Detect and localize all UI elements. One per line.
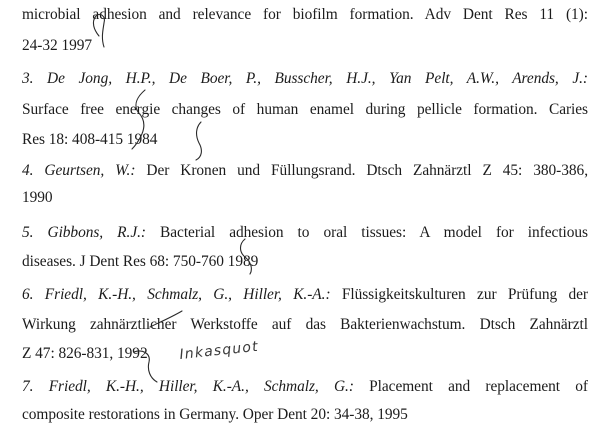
- line-text: Flüssigkeitskulturen zur Prüfung der: [330, 286, 588, 303]
- line-text: diseases. J Dent Res 68: 750-760 1989: [22, 253, 259, 270]
- reference-3-line-3: [22, 131, 157, 149]
- reference-3-line-2: [22, 101, 588, 119]
- line-text: Z 47: 826-831, 1992: [22, 345, 148, 362]
- reference-3-authors: [22, 70, 588, 88]
- reference-5-line-2: [22, 253, 258, 271]
- line-text: Surface free energie changes of human enamel during pellicle formation. Caries: [22, 101, 588, 118]
- reference-authors: 3. De Jong, H.P., De Boer, P., Busscher, H.J., Yan Pelt, A.W., Arends, J.:: [22, 70, 588, 87]
- reference-6-line-1: [22, 286, 588, 304]
- line-text: Placement and replacement of: [353, 378, 589, 395]
- reference-6-line-2: [22, 316, 588, 334]
- line-text: Der Kronen und Füllungsrand. Dtsch Zahnärztl Z 45: 380-386,: [135, 162, 588, 179]
- line-text: 24-32 1997: [22, 37, 93, 54]
- reference-7-line-1: [22, 378, 588, 396]
- reference-authors: 4. Geurtsen, W.:: [22, 162, 136, 179]
- reference-authors: 5. Gibbons, R.J.:: [22, 224, 146, 241]
- handwritten-note: Inkasquot: [178, 338, 260, 363]
- reference-2-line-1: [22, 6, 588, 24]
- reference-5-line-1: [22, 224, 588, 242]
- line-text: microbial adhesion and relevance for biofilm formation. Adv Dent Res 11 (1):: [22, 6, 588, 23]
- line-text: 1990: [22, 189, 53, 206]
- reference-6-line-3: [22, 345, 148, 363]
- line-text: composite restorations in Germany. Oper Dent 20: 34-38, 1995: [22, 406, 408, 423]
- line-text: Bacterial adhesion to oral tissues: A model for infectious: [145, 224, 588, 241]
- reference-authors: 7. Friedl, K.-H., Hiller, K.-A., Schmalz, G.:: [22, 378, 354, 395]
- reference-4-line-1: [22, 162, 588, 180]
- reference-authors: 6. Friedl, K.-H., Schmalz, G., Hiller, K.-A.:: [22, 286, 331, 303]
- line-text: Res 18: 408-415 1984: [22, 131, 158, 148]
- pen-mark-circle-3: [196, 122, 201, 160]
- reference-4-line-2: [22, 189, 53, 207]
- reference-7-line-2: [22, 406, 408, 424]
- line-text: Wirkung zahnärztlicher Werkstoffe auf das Bakterienwachstum. Dtsch Zahnärztl: [22, 316, 588, 333]
- reference-2-line-2: [22, 37, 92, 55]
